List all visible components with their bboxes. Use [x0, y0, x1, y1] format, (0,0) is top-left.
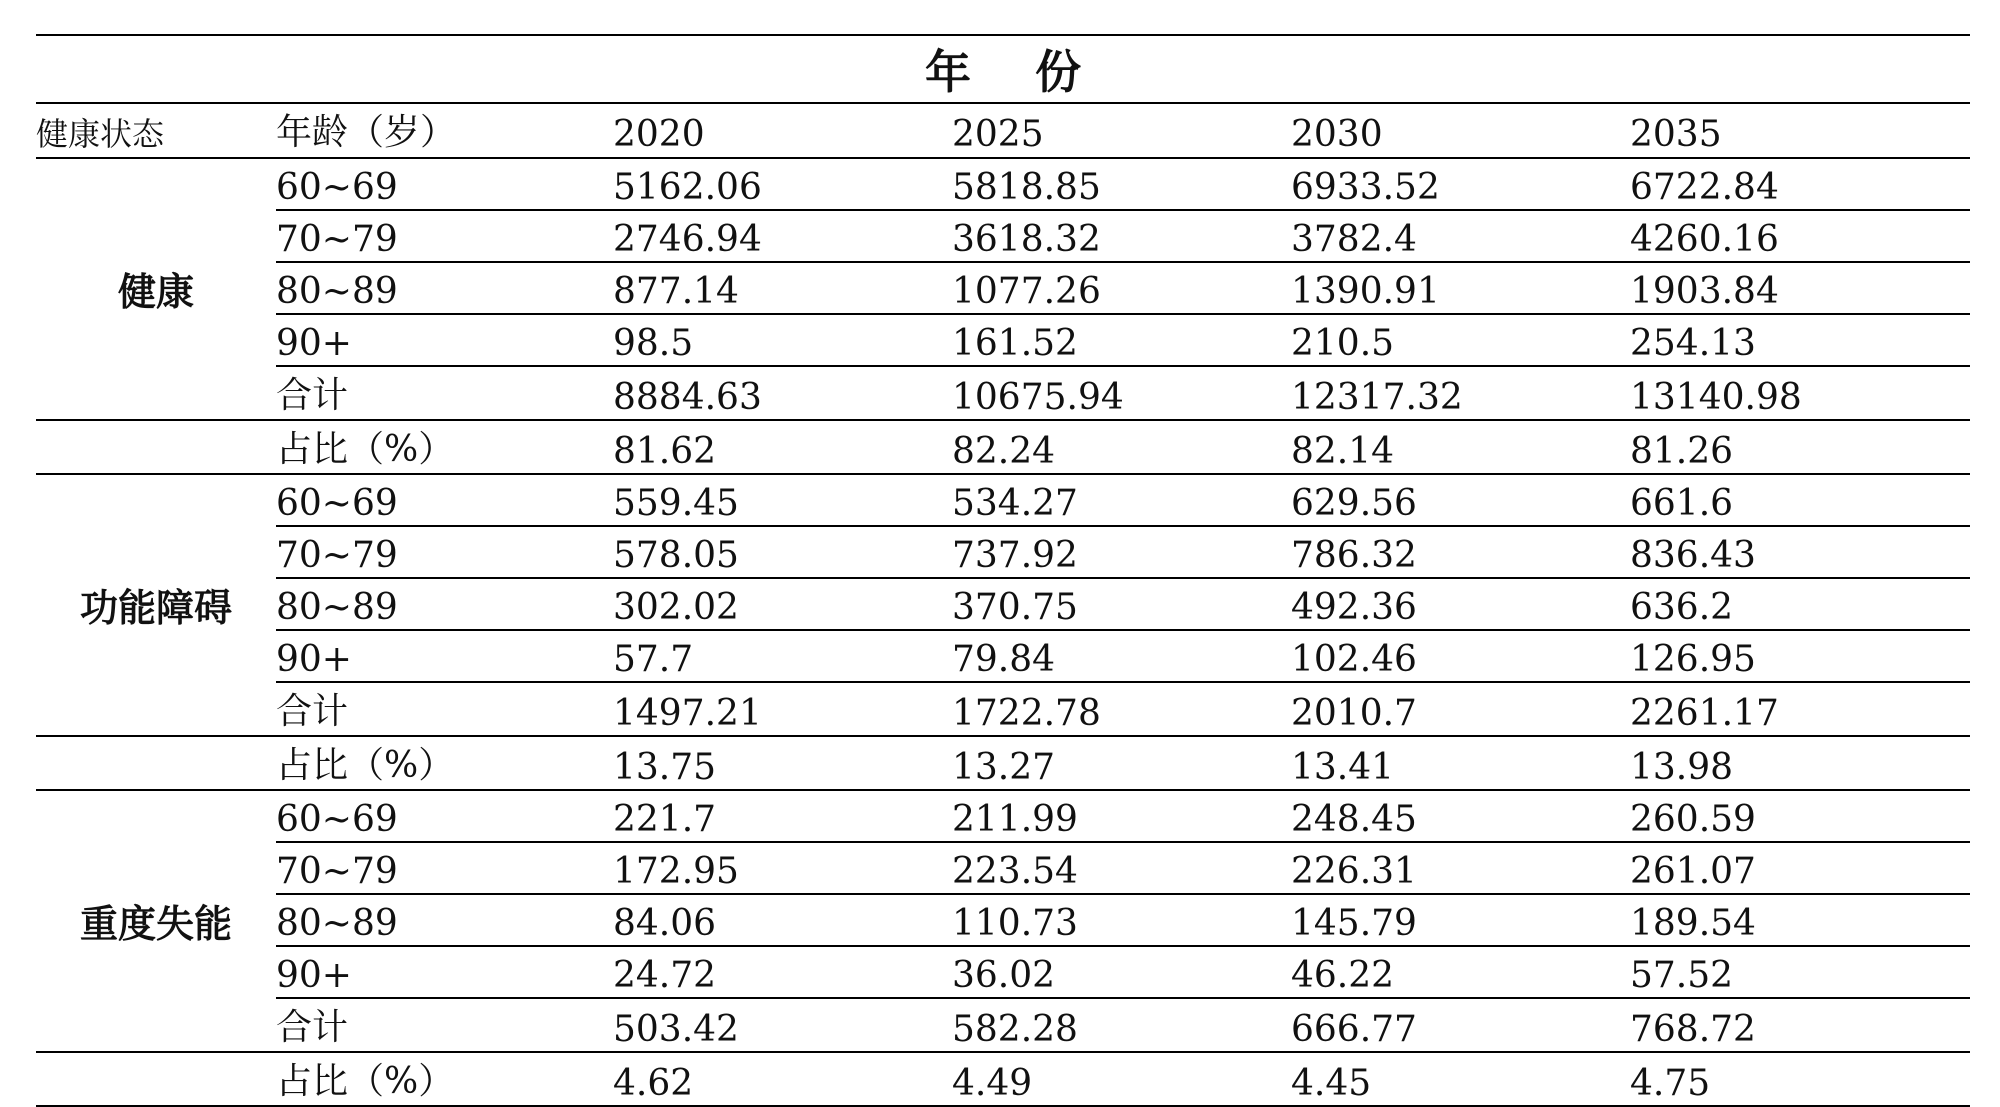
age-group-label: 90+ [276, 630, 613, 682]
value-cell: 98.5 [613, 314, 952, 366]
data-table-container [36, 34, 1970, 1107]
age-group-label: 合计 [276, 682, 613, 736]
value-cell: 661.6 [1630, 474, 1970, 526]
value-cell: 4.45 [1291, 1052, 1630, 1106]
value-cell: 1077.26 [952, 262, 1291, 314]
value-cell: 5162.06 [613, 158, 952, 210]
value-cell: 81.62 [613, 420, 952, 474]
value-cell: 6933.52 [1291, 158, 1630, 210]
value-cell: 534.27 [952, 474, 1291, 526]
table-row [36, 158, 1970, 210]
value-cell: 102.46 [1291, 630, 1630, 682]
header-health-state: 健康状态 [36, 103, 276, 158]
empty-state-cell [36, 420, 276, 474]
table-row [36, 578, 1970, 630]
value-cell: 5818.85 [952, 158, 1291, 210]
header-year-2030: 2030 [1291, 103, 1630, 158]
value-cell: 629.56 [1291, 474, 1630, 526]
value-cell: 126.95 [1630, 630, 1970, 682]
value-cell: 4.75 [1630, 1052, 1970, 1106]
value-cell: 836.43 [1630, 526, 1970, 578]
value-cell: 13.75 [613, 736, 952, 790]
value-cell: 1722.78 [952, 682, 1291, 736]
value-cell: 145.79 [1291, 894, 1630, 946]
table-row [36, 420, 1970, 474]
value-cell: 4.49 [952, 1052, 1291, 1106]
value-cell: 254.13 [1630, 314, 1970, 366]
header-year-2035: 2035 [1630, 103, 1970, 158]
value-cell: 161.52 [952, 314, 1291, 366]
value-cell: 636.2 [1630, 578, 1970, 630]
value-cell: 370.75 [952, 578, 1291, 630]
value-cell: 84.06 [613, 894, 952, 946]
value-cell: 2010.7 [1291, 682, 1630, 736]
table-row [36, 526, 1970, 578]
table-row [36, 842, 1970, 894]
value-cell: 1497.21 [613, 682, 952, 736]
value-cell: 4260.16 [1630, 210, 1970, 262]
age-group-label: 合计 [276, 366, 613, 420]
population-health-table [36, 34, 1970, 1107]
value-cell: 13.98 [1630, 736, 1970, 790]
value-cell: 221.7 [613, 790, 952, 842]
value-cell: 82.24 [952, 420, 1291, 474]
header-year-2020: 2020 [613, 103, 952, 158]
table-row [36, 630, 1970, 682]
value-cell: 6722.84 [1630, 158, 1970, 210]
age-group-label: 占比（%） [276, 420, 613, 474]
empty-state-cell [36, 736, 276, 790]
age-group-label: 占比（%） [276, 736, 613, 790]
value-cell: 1390.91 [1291, 262, 1630, 314]
value-cell: 737.92 [952, 526, 1291, 578]
age-group-label: 90+ [276, 946, 613, 998]
value-cell: 57.52 [1630, 946, 1970, 998]
health-state-label: 功能障碍 [36, 474, 276, 736]
value-cell: 110.73 [952, 894, 1291, 946]
table-title: 年 份 [36, 35, 1970, 103]
value-cell: 503.42 [613, 998, 952, 1052]
header-year-2025: 2025 [952, 103, 1291, 158]
value-cell: 57.7 [613, 630, 952, 682]
age-group-label: 80~89 [276, 262, 613, 314]
header-age: 年龄（岁） [276, 103, 613, 158]
value-cell: 10675.94 [952, 366, 1291, 420]
value-cell: 210.5 [1291, 314, 1630, 366]
value-cell: 1903.84 [1630, 262, 1970, 314]
value-cell: 260.59 [1630, 790, 1970, 842]
value-cell: 261.07 [1630, 842, 1970, 894]
table-row [36, 682, 1970, 736]
age-group-label: 合计 [276, 998, 613, 1052]
health-state-label: 重度失能 [36, 790, 276, 1052]
value-cell: 8884.63 [613, 366, 952, 420]
value-cell: 13.27 [952, 736, 1291, 790]
value-cell: 46.22 [1291, 946, 1630, 998]
table-row [36, 262, 1970, 314]
value-cell: 12317.32 [1291, 366, 1630, 420]
age-group-label: 占比（%） [276, 1052, 613, 1106]
value-cell: 578.05 [613, 526, 952, 578]
value-cell: 582.28 [952, 998, 1291, 1052]
value-cell: 223.54 [952, 842, 1291, 894]
table-row [36, 474, 1970, 526]
age-group-label: 60~69 [276, 158, 613, 210]
age-group-label: 70~79 [276, 210, 613, 262]
table-row [36, 736, 1970, 790]
health-state-label: 健康 [36, 158, 276, 420]
value-cell: 13140.98 [1630, 366, 1970, 420]
value-cell: 3618.32 [952, 210, 1291, 262]
age-group-label: 70~79 [276, 526, 613, 578]
value-cell: 79.84 [952, 630, 1291, 682]
value-cell: 666.77 [1291, 998, 1630, 1052]
age-group-label: 60~69 [276, 790, 613, 842]
age-group-label: 90+ [276, 314, 613, 366]
age-group-label: 70~79 [276, 842, 613, 894]
value-cell: 786.32 [1291, 526, 1630, 578]
value-cell: 2746.94 [613, 210, 952, 262]
value-cell: 172.95 [613, 842, 952, 894]
header-row [36, 103, 1970, 158]
age-group-label: 80~89 [276, 578, 613, 630]
table-row [36, 894, 1970, 946]
title-row [36, 35, 1970, 103]
value-cell: 24.72 [613, 946, 952, 998]
value-cell: 877.14 [613, 262, 952, 314]
value-cell: 2261.17 [1630, 682, 1970, 736]
value-cell: 3782.4 [1291, 210, 1630, 262]
value-cell: 13.41 [1291, 736, 1630, 790]
value-cell: 226.31 [1291, 842, 1630, 894]
value-cell: 492.36 [1291, 578, 1630, 630]
table-row [36, 998, 1970, 1052]
table-row [36, 210, 1970, 262]
table-row [36, 946, 1970, 998]
age-group-label: 80~89 [276, 894, 613, 946]
table-row [36, 790, 1970, 842]
value-cell: 559.45 [613, 474, 952, 526]
value-cell: 302.02 [613, 578, 952, 630]
value-cell: 36.02 [952, 946, 1291, 998]
age-group-label: 60~69 [276, 474, 613, 526]
value-cell: 211.99 [952, 790, 1291, 842]
value-cell: 81.26 [1630, 420, 1970, 474]
value-cell: 768.72 [1630, 998, 1970, 1052]
table-row [36, 314, 1970, 366]
value-cell: 189.54 [1630, 894, 1970, 946]
value-cell: 248.45 [1291, 790, 1630, 842]
value-cell: 4.62 [613, 1052, 952, 1106]
value-cell: 82.14 [1291, 420, 1630, 474]
table-row [36, 366, 1970, 420]
